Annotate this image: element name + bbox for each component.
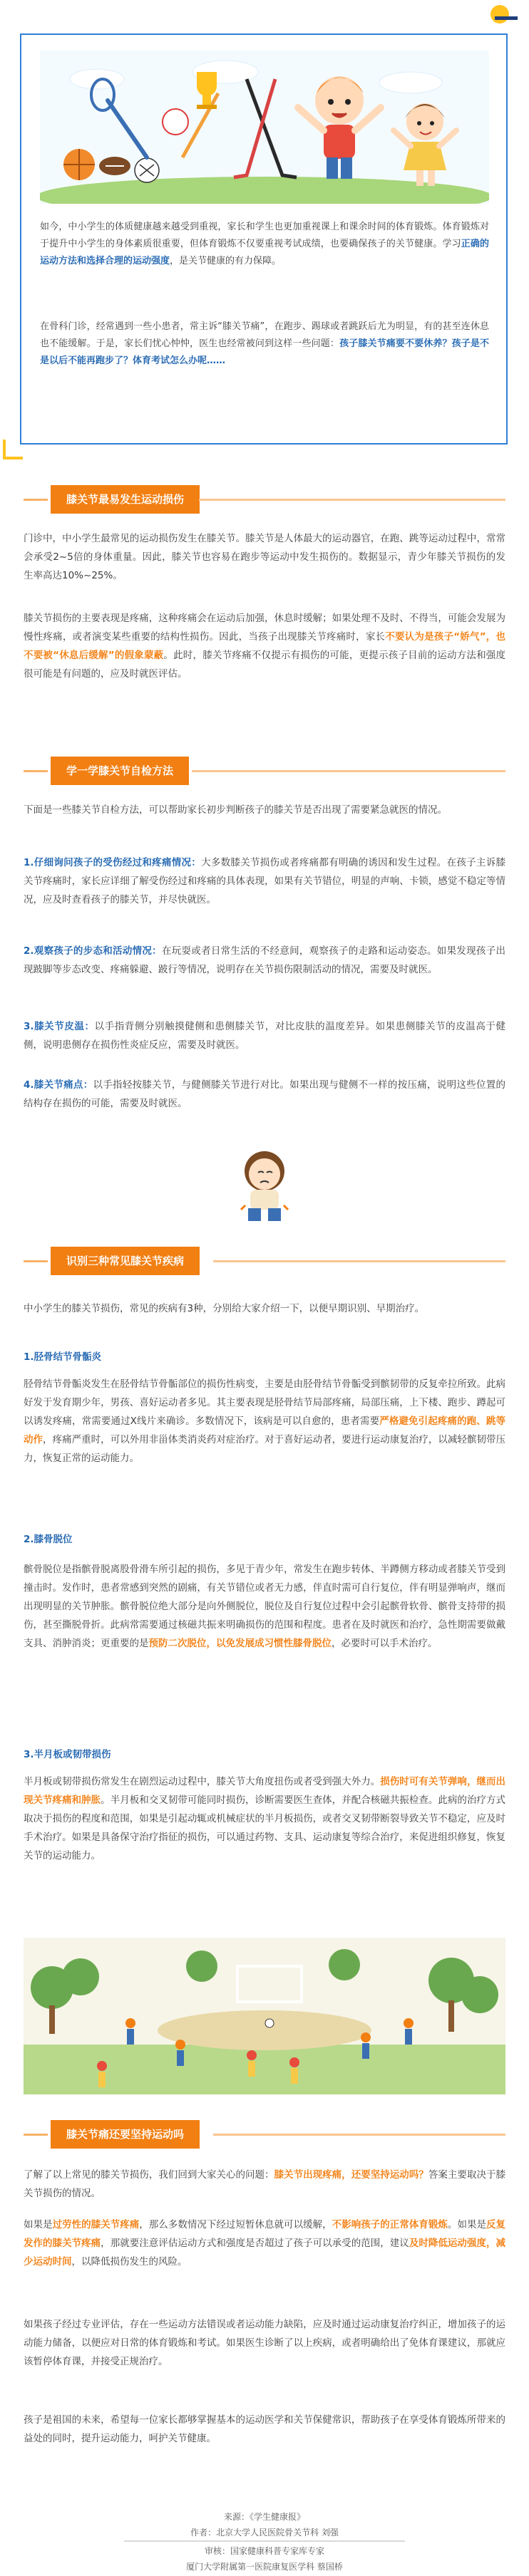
- section-title: 学一学膝关节自检方法: [51, 757, 189, 785]
- s2-intro: 下面是一些膝关节自检方法，可以帮助家长初步判断孩子的膝关节是否出现了需要紧急就医的情况。: [24, 804, 447, 816]
- knee-pain-illustration: [227, 1147, 302, 1225]
- section-header-1: [24, 485, 505, 514]
- credit-author: 作者：北京大学人民医院骨关节科 刘强: [190, 2528, 339, 2538]
- s1-paragraph-2: 膝关节损伤的主要表现是疼痛，这种疼痛会在运动后加强，休息时缓解；如果处理不及时、不得当，可能会发展为慢性疼痛，或者演变某些重要的结构性损伤。因此，当孩子出现膝关节疼痛时，家长不要认为是孩子“娇气”，也不要被“休息后缓解”的假象蒙蔽。此时，膝关节疼痛不仅提示有损伤的可能，更提示孩子目前的运动方法和强度很可能是有问题的，应及时就医评估。: [24, 613, 506, 680]
- intro-paragraph-2: 在骨科门诊，经常遇到一些小患者，常主诉“膝关节痛”，在跑步、踢球或者跳跃后尤为明显，有的甚至连休息也不能缓解。于是，家长们忧心忡忡，医生也经常被问到这样一些问题：孩子膝关节痛要不要休养？孩子是不是以后不能再跑步了？体育考试怎么办呢……: [40, 321, 489, 366]
- credits: [0, 2509, 529, 2575]
- s4-paragraph-1: 了解了以上常见的膝关节损伤，我们回到大家关心的问题：膝关节出现疼痛，还要坚持运动吗？答案主要取决于膝关节损伤的情况。: [24, 2169, 506, 2199]
- section-title: 膝关节痛还要坚持运动吗: [51, 2120, 200, 2149]
- section-header-2: [24, 757, 505, 785]
- s4-paragraph-4: 孩子是祖国的未来，希望每一位家长都够掌握基本的运动医学和关节保健常识，帮助孩子在享受体育锻炼所带来的益处的同时，提升运动能力，呵护关节健康。: [24, 2414, 505, 2444]
- section-header-4: [24, 2120, 505, 2149]
- s1-paragraph-1: 门诊中，中小学生最常见的运动损伤发生在膝关节。膝关节是人体最大的运动器官，在跑、跳等运动过程中，常常会承受2~5倍的身体重量。因此，膝关节也容易在跑步等运动中发生损伤的。数据显示，青少年膝关节损伤的发生率高达10%~25%。: [24, 533, 505, 581]
- credit-review: 审核：国家健康科普专家库专家: [204, 2546, 324, 2556]
- playground-illustration: [24, 1938, 505, 2094]
- s3-intro: 中小学生的膝关节损伤，常见的疾病有3种，分别给大家介绍一下，以便早期识别、早期治疗。: [24, 1303, 425, 1314]
- section-header-3: [24, 1247, 505, 1275]
- disease-2-text: 髌骨脱位是指髌骨脱离股骨滑车所引起的损伤，多见于青少年，常发生在跑步转体、半蹲侧方移动或者膝关节受到撞击时。发作时，患者常感到突然的剧痛，有关节错位或者无力感，伴直时需可自行复位，伴有明显弹响声，继而出现明显的关节肿胀。髌骨脱位绝大部分是向外侧脱位，脱位及自行复位过程中会引起髌骨软骨、髌骨支持带的损伤，甚至撕脱骨折。此病常需要通过核磁共振来明确损伤的范围和程度。患者在及时就医和治疗，急性期需要做戴支具、消肿消炎；更重要的是预防二次脱位，以免发展成习惯性膝骨脱位，必要时可以手术治疗。: [24, 1564, 505, 1649]
- s2-item-1: 1.仔细询问孩子的受伤经过和疼痛情况：大多数膝关节损伤或者疼痛都有明确的诱因和发生过程。在孩子主诉膝关节疼痛时，家长应详细了解受伤经过和疼痛的具体表现，如果有关节错位，明显的声响、卡锁，感觉不稳定等情况，应及时查看孩子的膝关节，并尽快就医。: [24, 857, 505, 905]
- s2-item-2: 2.观察孩子的步态和活动情况：在玩耍或者日常生活的不经意间，观察孩子的走路和运动姿态。如果发现孩子出现跛脚等步态改变、疼痛躲避、跛行等情况，说明存在关节损伤限制活动的情况，需要及时就医。: [24, 945, 505, 975]
- disease-3-heading: 3.半月板或韧带损伤: [24, 1749, 111, 1760]
- disease-1-text: 胫骨结节骨骺炎发生在胫骨结节骨骺部位的损伤性病变，主要是由胫骨结节骨骺受到髌韧带的反复牵拉所致。此病好发于发育期少年，男孩、喜好运动者多见。其主要表现是胫骨结节局部疼痛，局部压痛，上下楼、跑步、蹲起可以诱发疼痛，常需要通过X线片来确诊。多数情况下，该病是可以自愈的，患者需要严格避免引起疼痛的跑、跳等动作，疼痛严重时，可以外用非甾体类消炎药对症治疗。对于喜好运动者，要进行运动康复治疗，以减轻髌韧带压力，恢复正常的运动能力。: [24, 1378, 506, 1464]
- s4-paragraph-2: 如果是过劳性的膝关节疼痛，那么多数情况下经过短暂休息就可以缓解，不影响孩子的正常体育锻炼。如果是反复发作的膝关节疼痛，那就要注意评估运动方式和强度是否超过了孩子可以承受的范围，建议及时降低运动强度，减少运动时间，以降低损伤发生的风险。: [24, 2219, 506, 2268]
- section-title: 膝关节最易发生运动损伤: [51, 485, 200, 514]
- s2-item-4: 4.膝关节痛点：以手指轻按膝关节，与健侧膝关节进行对比。如果出现与健侧不一样的按压痛，说明这些位置的结构存在损伤的可能，需要及时就医。: [24, 1079, 506, 1109]
- corner-decoration-icon: [489, 4, 519, 28]
- disease-3-text: 半月板或韧带损伤常发生在剧烈运动过程中，膝关节大角度扭伤或者受到强大外力。损伤时可有关节弹响，继而出现关节疼痛和肿胀。半月板和交叉韧带可能同时损伤，诊断需要医生查体，并配合核磁共振检查。此病的治疗方式取决于损伤的程度和范围，如果是引起动辄或机械症状的半月板损伤，或者交叉韧带断裂导致关节不稳定，应及时手术治疗。如果是具备保守治疗指征的损伤，可以通过药物、支具、运动康复等综合治疗，来促进组织修复，恢复关节的运动能力。: [24, 1776, 506, 1861]
- hero-illustration: [40, 51, 489, 204]
- disease-2-heading: 2.膝骨脱位: [24, 1534, 73, 1545]
- s2-item-3: 3.膝关节皮温：以手指背侧分别触摸健侧和患侧膝关节，对比皮肤的温度差异。如果患侧膝关节的皮温高于健侧，说明患侧存在损伤性炎症反应，需要及时就医。: [24, 1021, 505, 1051]
- section-title: 识别三种常见膝关节疾病: [51, 1247, 200, 1275]
- s4-paragraph-3: 如果孩子经过专业评估，存在一些运动方法错误或者运动能力缺陷，应及时通过运动康复治疗纠正，增加孩子的运动能力储备，以便应对日常的体育锻炼和考试。如果医生诊断了以上疾病，或者明确给出了免体育课建议，那就应该暂停体育课，并接受正规治疗。: [24, 2319, 505, 2367]
- credit-source: 来源：《学生健康报》: [223, 2512, 305, 2522]
- intro-paragraph-1: 如今，中小学生的体质健康越来越受到重视，家长和学生也更加重视课上和课余时间的体育锻炼。体育锻炼对于提升中小学生的身体素质很重要，但体育锻炼不仅要重视考试成绩，也要确保孩子的关节健康。学习正确的运动方法和选择合理的运动强度，是关节健康的有力保障。: [40, 222, 489, 266]
- credit-reviewer: 厦门大学附属第一医院康复医学科 蔡国桥: [186, 2562, 343, 2572]
- disease-1-heading: 1.胫骨结节骨骺炎: [24, 1351, 102, 1363]
- intro-box: [20, 33, 508, 445]
